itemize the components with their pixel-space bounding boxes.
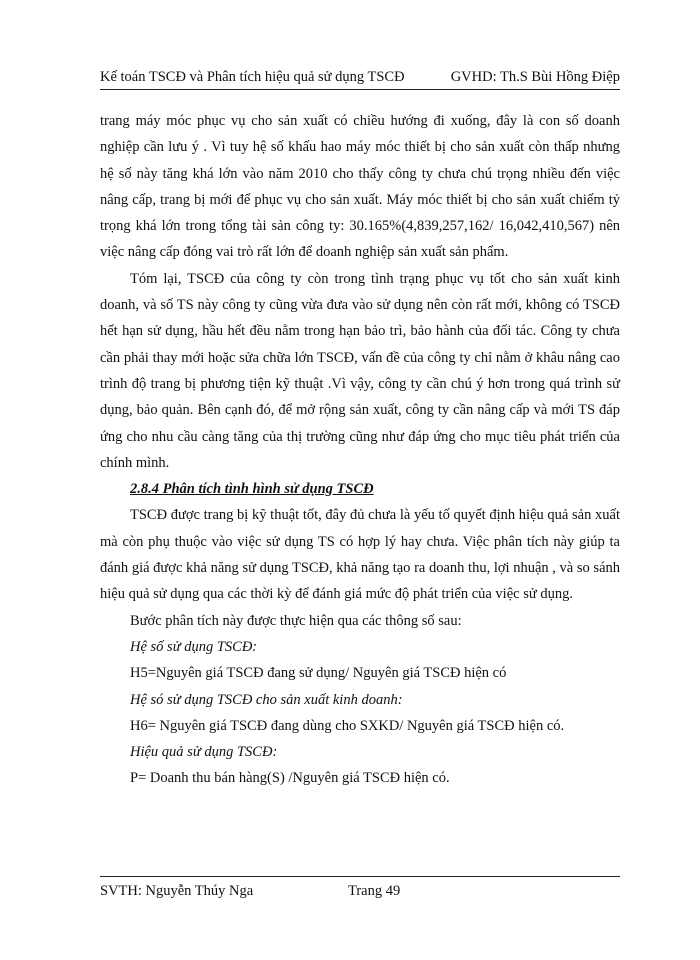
paragraph-steps-intro: Bước phân tích này được thực hiện qua các thông số sau: bbox=[130, 612, 462, 629]
formula-label-h6: Hệ só sử dụng TSCĐ cho sản xuất kinh doanh: bbox=[130, 691, 403, 708]
header-title: Kế toán TSCĐ và Phân tích hiệu quả sử dụng TSCĐ bbox=[100, 69, 405, 85]
formula-p: P= Doanh thu bán hàng(S) /Nguyên giá TSCĐ hiện có. bbox=[130, 770, 450, 787]
formula-h5: H5=Nguyên giá TSCĐ đang sử dụng/ Nguyên giá TSCĐ hiện có bbox=[130, 665, 507, 682]
footer-page-number: Trang 49 bbox=[348, 883, 401, 899]
formula-h6: H6= Nguyên giá TSCĐ đang dùng cho SXKD/ Nguyên giá TSCĐ hiện có. bbox=[130, 717, 565, 734]
formula-label-h5: Hệ số sử dụng TSCĐ: bbox=[130, 638, 258, 655]
section-heading: 2.8.4 Phân tích tình hình sử dụng TSCĐ bbox=[130, 481, 374, 498]
page-header bbox=[100, 62, 620, 90]
paragraph-summary: Tóm lại, TSCĐ của công ty còn trong tình trạng phục vụ tốt cho sản xuất kinh doanh, và số TS này công ty cũng vừa đưa vào sử dụng nên còn rất mới, không có TSCĐ hết hạn sử dụng, hầu hết đều nằm trong hạn bảo trì, bảo hành của đối tác. Công ty chưa cần phải thay mới hoặc sửa chữa lớn TSCĐ, vấn đề của công ty chỉ nằm ở khâu nâng cao trình độ trang bị phương tiện kỹ thuật .Vì vậy, công ty cần chú ý hơn trong quá trình sử dụng, bảo quản. Bên cạnh đó, để mở rộng sản xuất, công ty cần nâng cấp và mới TS đáp ứng cho nhu cầu càng tăng của thị trường cũng như đáp ứng cho mục tiêu phát triển của chính mình. bbox=[100, 270, 620, 471]
header-advisor: GVHD: Th.S Bùi Hồng Điệp bbox=[450, 69, 620, 85]
page-footer bbox=[100, 876, 620, 905]
paragraph-continuation: trang máy móc phục vụ cho sản xuất có chiều hướng đi xuống, đây là con số doanh nghiệp cần lưu ý . Vì tuy hệ số khấu hao máy móc thiết bị cho sản xuất còn thấp nhưng hệ số này tăng khá lớn vào năm 2010 cho thấy công ty chưa chú trọng nhiều đến việc nâng cấp, trang bị mới để phục vụ cho sản xuất. Máy móc thiết bị cho sản xuất chiếm tỷ trọng khá lớn trong tổng tài sản công ty: 30.165%(4,839,257,162/ 16,042,410,567) nên việc nâng cấp đóng vai trò rất lớn để doanh nghiệp sản xuất sản phẩm. bbox=[100, 113, 620, 261]
footer-student: SVTH: Nguyễn Thúy Nga bbox=[100, 883, 254, 899]
document-body bbox=[100, 108, 620, 792]
formula-label-p: Hiệu quả sử dụng TSCĐ: bbox=[130, 744, 278, 761]
paragraph-analysis: TSCĐ được trang bị kỹ thuật tốt, đây đủ chưa là yếu tố quyết định hiệu quả sản xuất mà còn phụ thuộc vào việc sử dụng TS có hợp lý hay chưa. Việc phân tích này giúp ta đánh giá được khả năng sử dụng TSCĐ, khả năng tạo ra doanh thu, lợi nhuận , và so sánh hiệu quả sử dụng qua các thời kỳ để đánh giá mức độ phát triển của việc sử dụng. bbox=[100, 507, 620, 603]
